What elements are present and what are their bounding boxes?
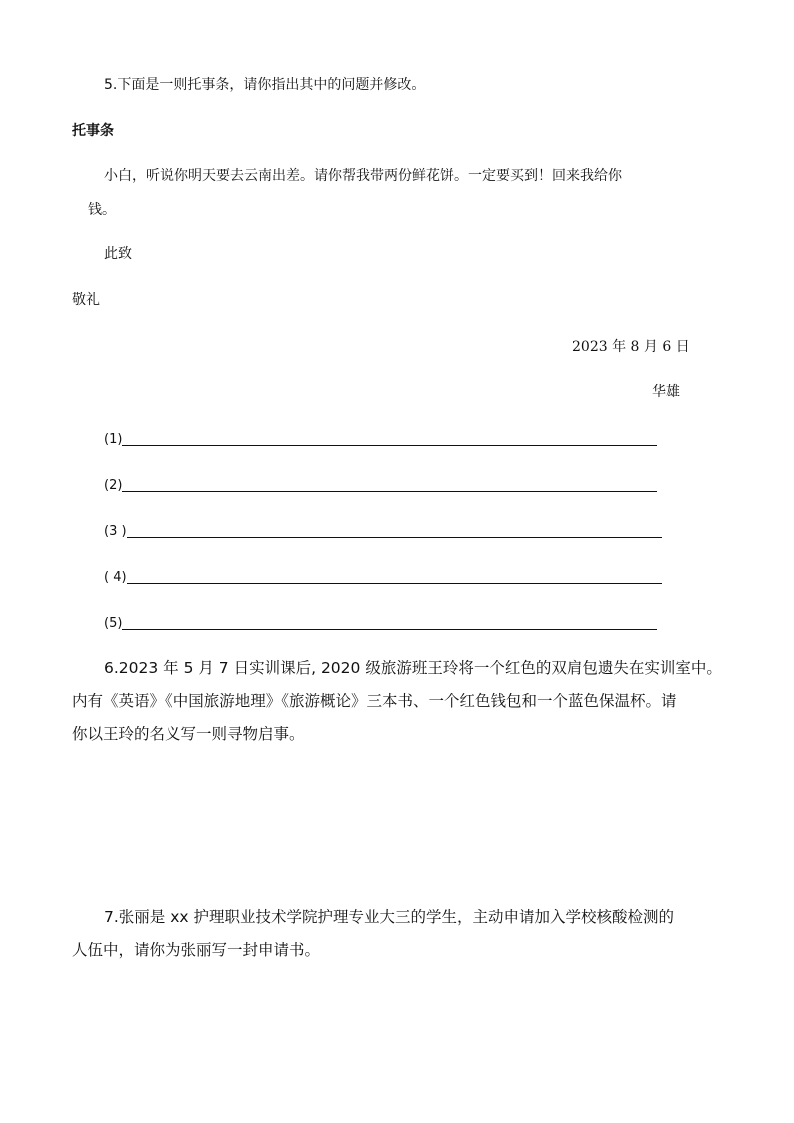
note-closing-1: 此致 <box>104 246 132 262</box>
answer-blank-2[interactable] <box>104 474 657 494</box>
answer-blank-label: (3 ) <box>104 524 127 539</box>
answer-line <box>127 569 662 584</box>
note-signature: 华雄 <box>652 384 680 400</box>
q7-line-1: 7.张丽是 xx 护理职业技术学院护理专业大三的学生，主动申请加入学校核酸检测的 <box>104 908 674 926</box>
q6-line-2: 内有《英语》《中国旅游地理》《旅游概论》三本书、一个红色钱包和一个蓝色保温杯。请 <box>72 692 677 710</box>
answer-line <box>127 523 662 538</box>
note-closing-2: 敬礼 <box>72 292 100 308</box>
q6-line-1: 6.2023 年 5 月 7 日实训课后, 2020 级旅游班王玲将一个红色的双肩包遗失在实训室中。 <box>104 659 722 677</box>
answer-blank-label: ( 4) <box>104 570 127 585</box>
note-body-line2: 钱。 <box>88 202 116 218</box>
answer-line <box>122 477 657 492</box>
q5-prompt: 5.下面是一则托事条，请你指出其中的问题并修改。 <box>104 77 426 93</box>
answer-blank-5[interactable] <box>104 612 657 632</box>
note-date: 2023 年 8 月 6 日 <box>572 339 690 355</box>
answer-blank-label: (1) <box>104 432 123 447</box>
q6-line-3: 你以王玲的名义写一则寻物启事。 <box>72 725 305 743</box>
note-title: 托事条 <box>72 123 114 139</box>
q7-line-2: 人伍中，请你为张丽写一封申请书。 <box>72 941 321 959</box>
answer-line <box>122 431 657 446</box>
answer-line <box>122 615 657 630</box>
answer-blank-label: (2) <box>104 478 123 493</box>
answer-blank-3[interactable] <box>104 520 662 540</box>
answer-blank-4[interactable] <box>104 566 662 586</box>
answer-blank-label: (5) <box>104 616 123 631</box>
answer-blank-1[interactable] <box>104 428 657 448</box>
note-body-line1: 小白，听说你明天要去云南出差。请你帮我带两份鲜花饼。一定要买到！回来我给你 <box>104 168 622 184</box>
